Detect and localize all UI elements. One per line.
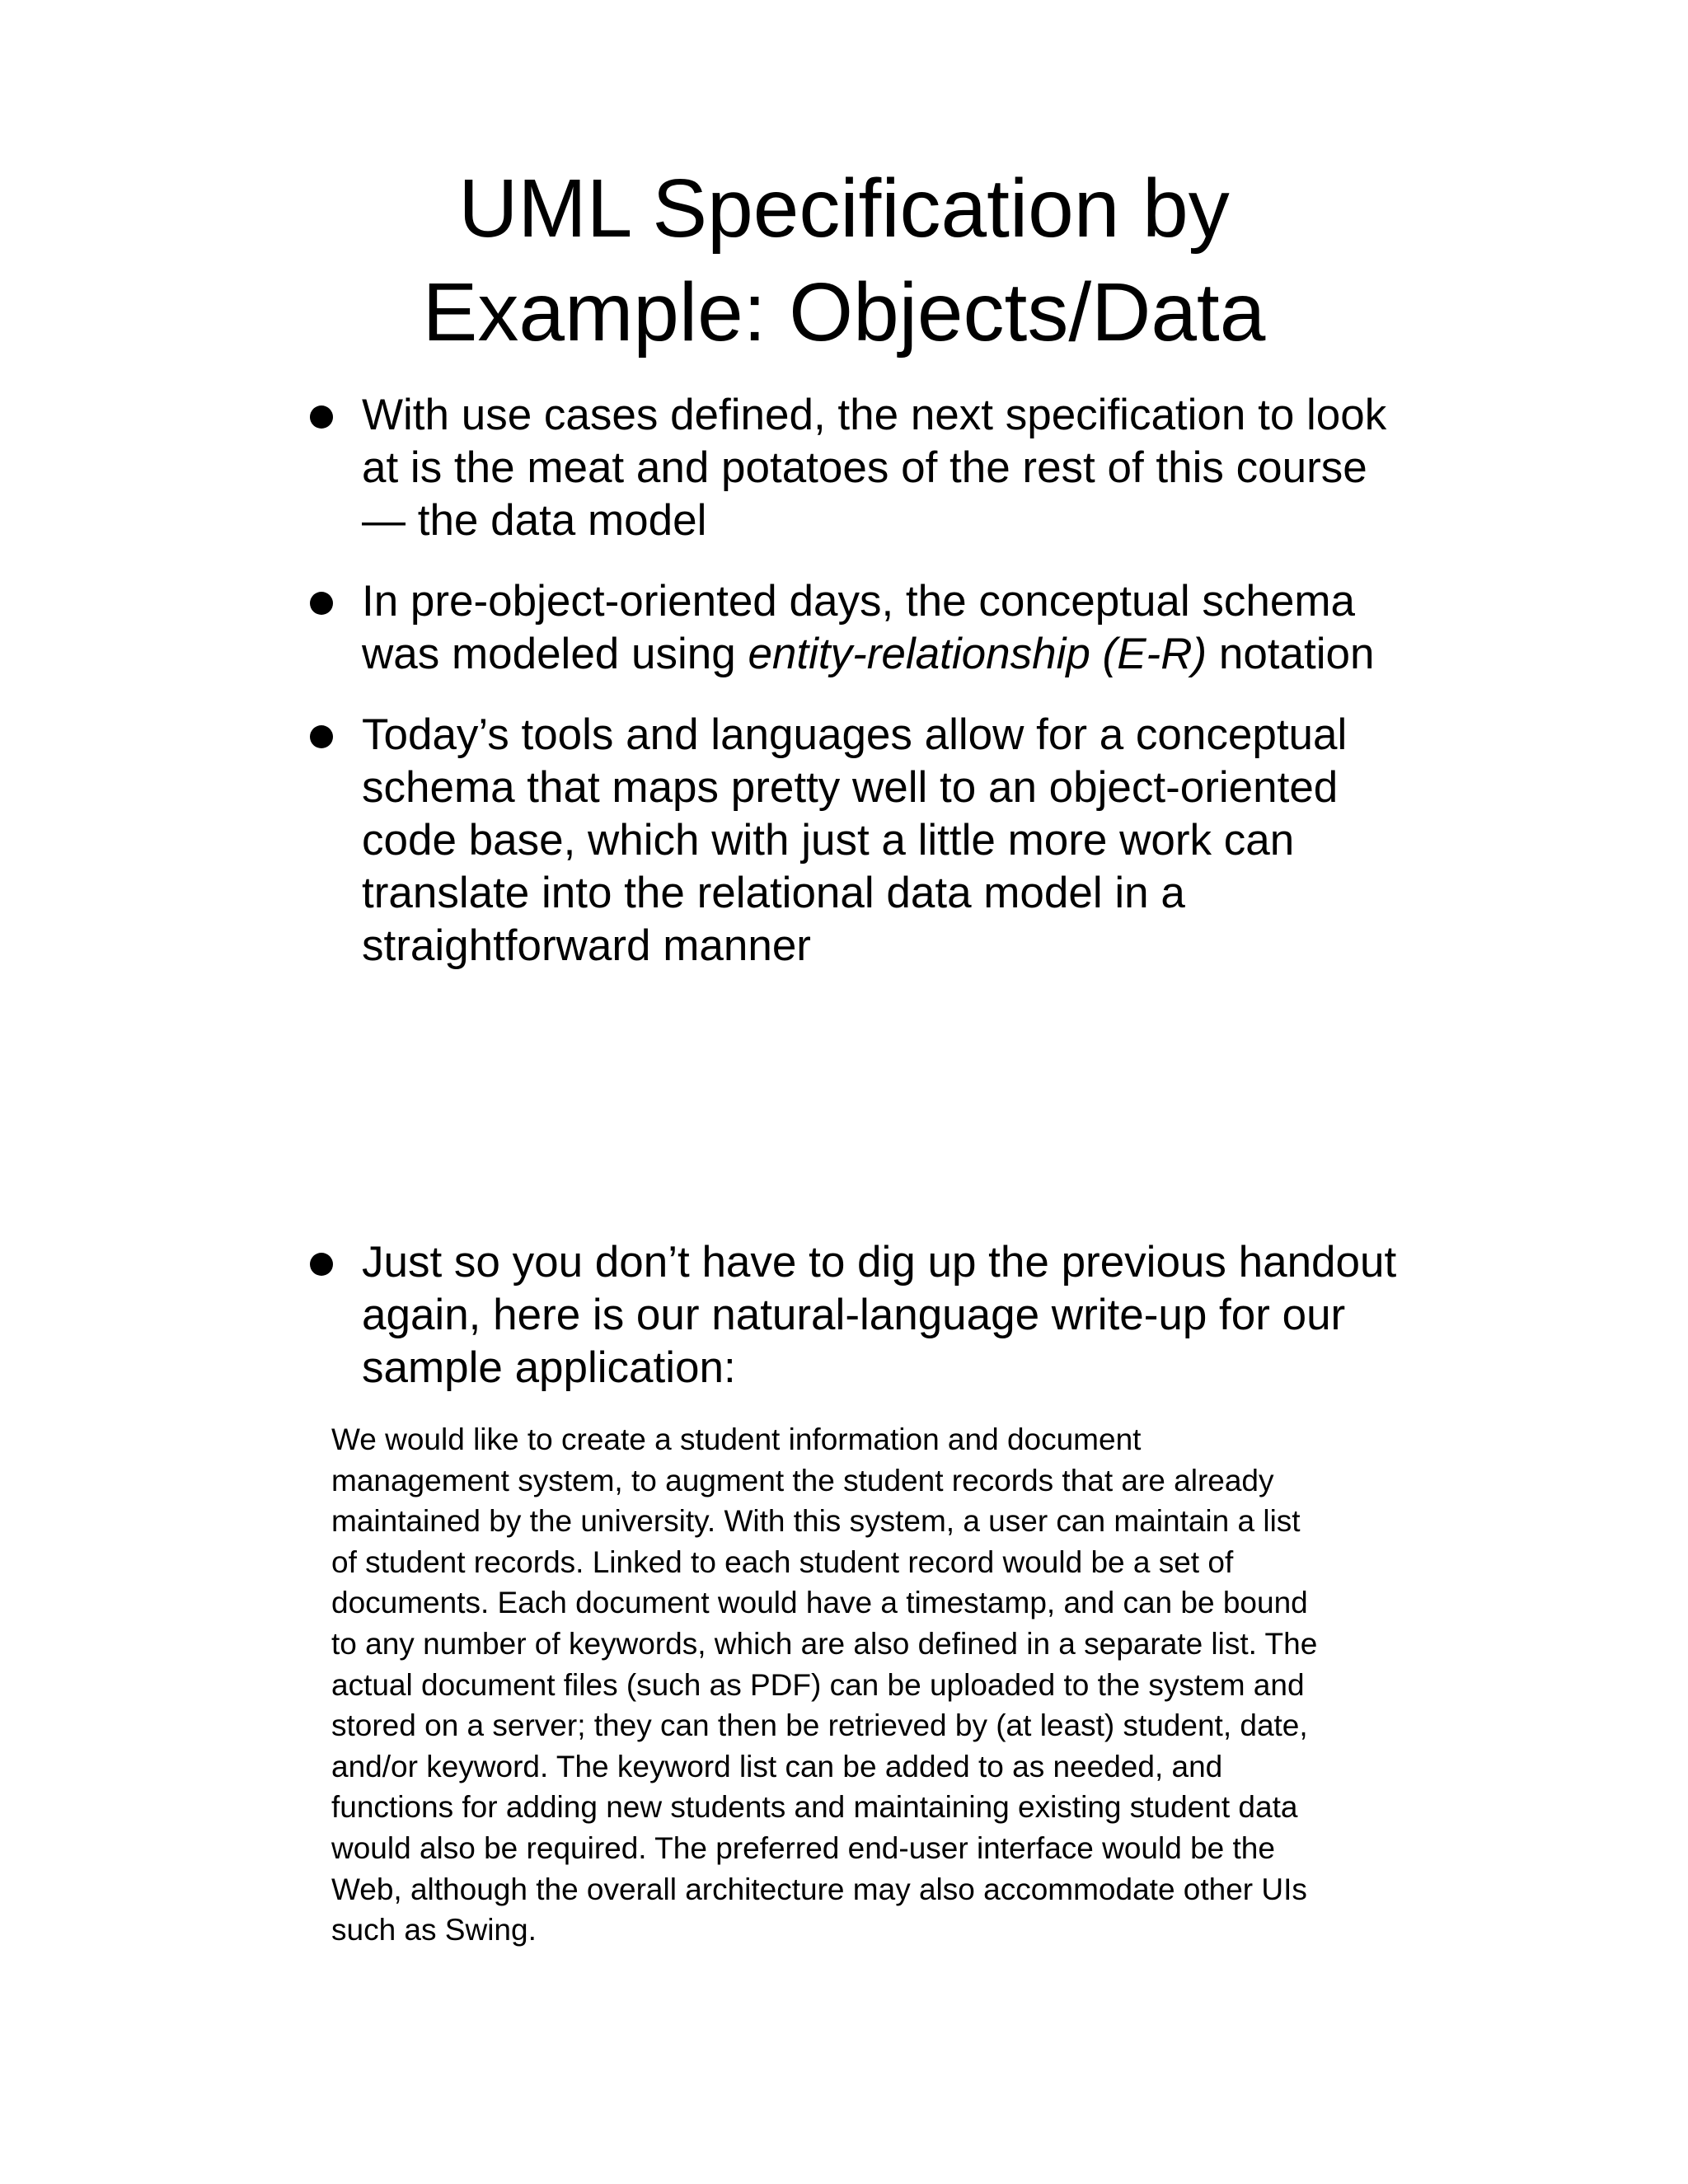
bullet-icon [310, 1253, 333, 1276]
bullet-icon [310, 725, 333, 748]
bullet-text [362, 575, 1425, 681]
page-title-line-2: Example: Objects/Data [422, 266, 1266, 359]
bullet-icon [310, 592, 333, 615]
bullet-text-before: In pre-object-oriented days, the conceptual schema was modeled using [362, 577, 1355, 678]
bullet-text-emphasis: entity-relationship (E-R) [748, 630, 1207, 678]
bullet-icon [310, 405, 333, 429]
application-writeup: We would like to create a student information and document management system, to augment the student records that are already maintained by the university. With this system, a user can maintain a list of student records. Linked to each student record would be a set of documents. Each document would have a timestamp, and can be bound to any number of keywords, which are also defined in a separate list. The actual document files (such as PDF) can be uploaded to the system and stored on a server; they can then be retrieved by (at least) student, date, and/or keyword. The keyword list can be added to as needed, and functions for adding new students and maintaining existing student data would also be required. The preferred end-user interface would be the Web, although the overall architecture may also accommodate other UIs such as Swing. [331, 1422, 1318, 1947]
bullet-text: Just so you don’t have to dig up the previous handout again, here is our natural-language write-up for our sample application: [362, 1238, 1397, 1392]
bullet-text: With use cases defined, the next specification to look at is the meat and potatoes of the rest of this course — the data model [362, 391, 1387, 545]
bullet-text-after: notation [1207, 630, 1375, 678]
page-title-line-1: UML Specification by [458, 162, 1230, 255]
bullet-text: Today’s tools and languages allow for a conceptual schema that maps pretty well to an object-oriented code base, which with just a little more work can translate into the relational data model in a straightforward manner [362, 710, 1348, 970]
page-title [308, 157, 1380, 364]
